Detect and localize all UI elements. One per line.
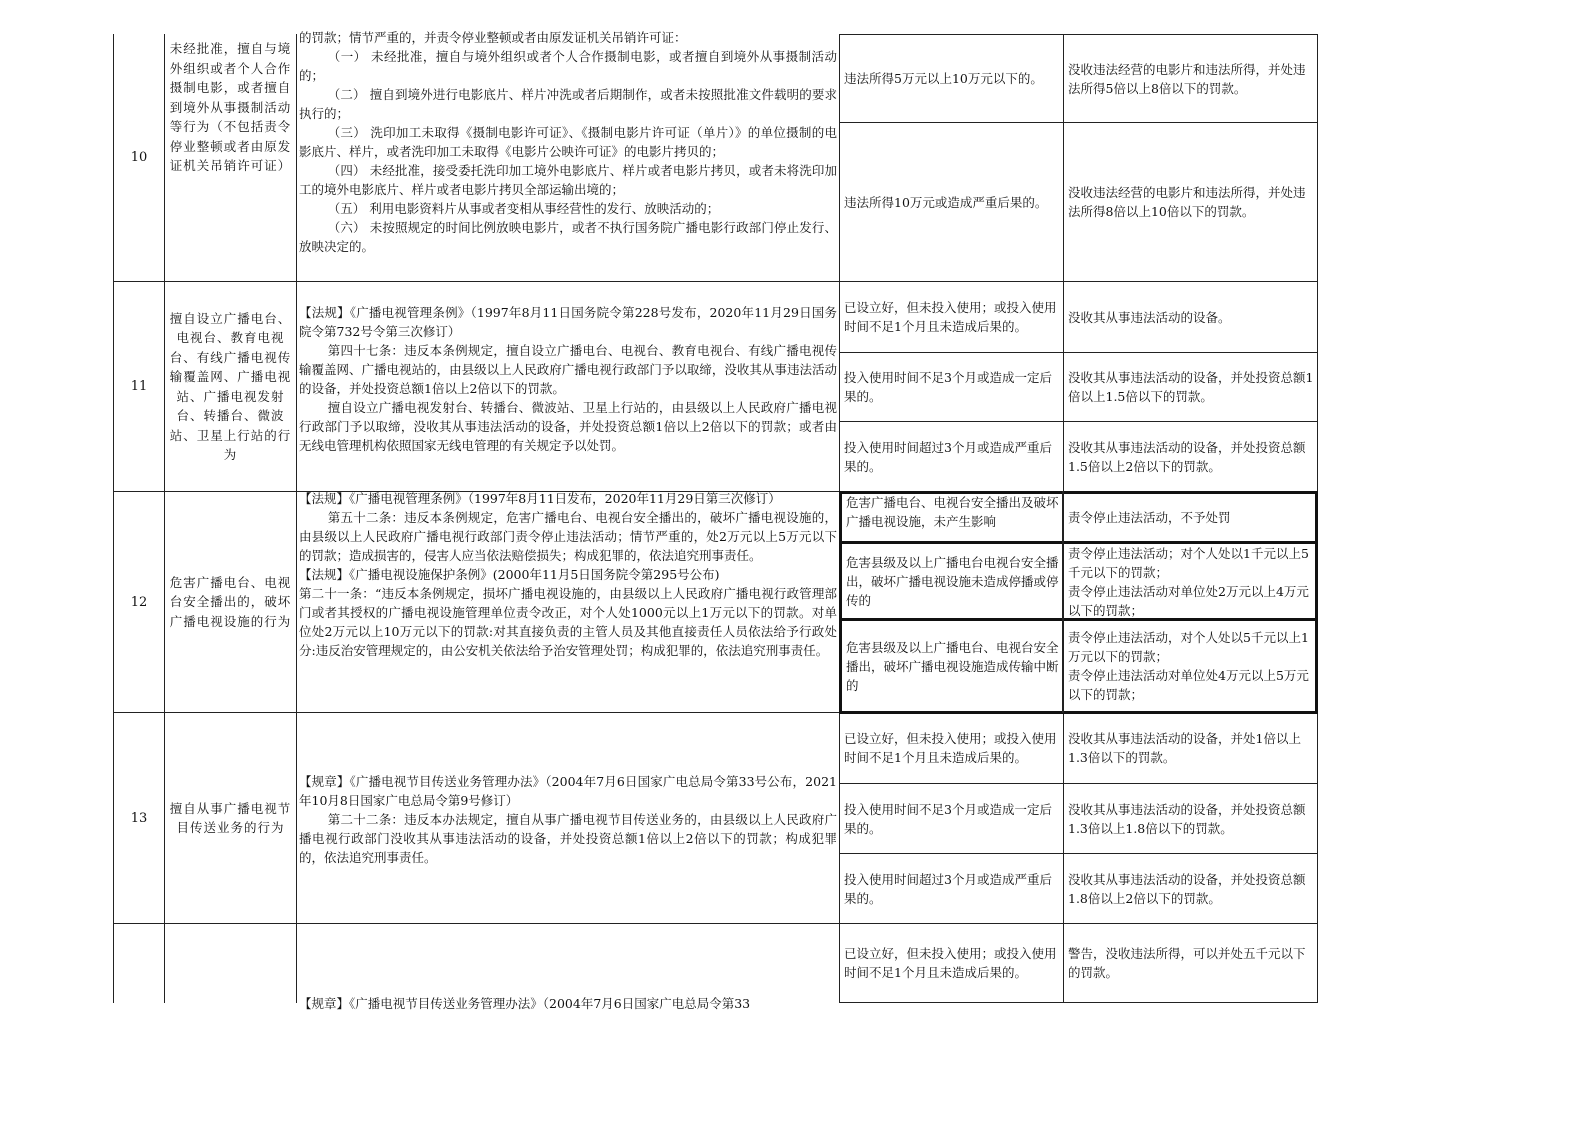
tier-penalty: 没收其从事违法活动的设备。 [1068, 309, 1231, 325]
legal-basis [297, 994, 839, 1011]
legal-basis [297, 772, 839, 923]
basis-paragraph: 【法规】《广播电视管理条例》（1997年8月11日国务院令第228号发布，2020年11月29日国务院令第732号令第三次修订） [299, 305, 837, 339]
violation-name: 危害广播电台、电视台安全播出的，破坏广播电视设施的行为 [169, 574, 292, 629]
tier-condition: 投入使用时间不足3个月或造成一定后果的。 [844, 801, 1052, 836]
legal-basis [297, 28, 839, 281]
tier-penalty [1064, 621, 1315, 711]
basis-paragraph: 第四十七条：违反本条例规定，擅自设立广播电台、电视台、教育电视台、有线广播电视传输覆盖网、广播电视站的，由县级以上人民政府广播电视行政部门予以取缔，没收其从事违法活动的设备，并处投资总额1倍以上2倍以下的罚款。 [299, 343, 837, 396]
tier-condition: 危害广播电台、电视台安全播出及破坏广播电视设施，未产生影响 [846, 495, 1059, 529]
basis-paragraph: （六） 未按照规定的时间比例放映电影片，或者不执行国务院广播电影行政部门停止发行、放映决定的。 [299, 220, 837, 254]
tier-condition: 危害县级及以上广播电台电视台安全播出，破坏广播电视设施未造成停播或停传的 [846, 555, 1059, 608]
basis-paragraph: 【法规】《广播电视设施保护条例》(2000年11月5日国务院令第295号公布) [299, 567, 720, 582]
row-number: 11 [130, 379, 148, 394]
tier-condition: 投入使用时间超过3个月或造成严重后果的。 [844, 439, 1052, 474]
violation-name: 擅自设立广播电台、电视台、教育电视台、有线广播电视传输覆盖网、广播电视站、广播电视发射台、转播台、微波站、卫星上行站的行为 [169, 310, 292, 462]
basis-paragraph: 【规章】《广播电视节目传送业务管理办法》（2004年7月6日国家广电总局令第33号公布，2021年10月8日国家广电总局令第9号修订） [299, 774, 837, 808]
basis-paragraph: （三） 洗印加工未取得《摄制电影许可证》、《摄制电影片许可证（单片）》的单位摄制的电影底片、样片，或者洗印加工未取得《电影片公映许可证》的电影片拷贝的； [299, 125, 837, 159]
row-number: 12 [130, 594, 148, 610]
tier-penalty: 没收违法经营的电影片和违法所得，并处违法所得5倍以上8倍以下的罚款。 [1068, 61, 1306, 96]
basis-paragraph: 【法规】《广播电视管理条例》（1997年8月11日发布，2020年11月29日第三次修订） [299, 491, 781, 506]
basis-paragraph: 擅自设立广播电视发射台、转播台、微波站、卫星上行站的，由县级以上人民政府广播电视行政部门予以取缔，没收其从事违法活动的设备，并处投资总额1倍以上2倍以下的罚款；或者由无线电管理机构依照国家无线电管理的有关规定予以处罚。 [299, 400, 837, 453]
tier-condition: 危害县级及以上广播电台、电视台安全播出，破坏广播电视设施造成传输中断的 [846, 639, 1059, 693]
row-number: 10 [130, 150, 148, 165]
violation-name [165, 924, 296, 1002]
tier-penalty: 没收其从事违法活动的设备，并处投资总额1.8倍以上2倍以下的罚款。 [1068, 871, 1306, 906]
tier-condition: 违法所得5万元以上10万元以下的。 [844, 71, 1043, 86]
basis-paragraph: 的罚款；情节严重的，并责令停业整顿或者由原发证机关吊销许可证： [299, 30, 687, 45]
tier-condition: 已设立好，但未投入使用；或投入使用时间不足1个月且未造成后果的。 [844, 946, 1057, 980]
violation-name: 擅自从事广播电视节目传送业务的行为 [169, 800, 292, 835]
tier-condition: 已设立好，但未投入使用；或投入使用时间不足1个月且未造成后果的。 [844, 300, 1057, 334]
tier-penalty: 没收其从事违法活动的设备，并处1倍以上1.3倍以下的罚款。 [1068, 731, 1301, 765]
tier-penalty: 警告，没收违法所得，可以并处五千元以下的罚款。 [1068, 946, 1306, 980]
basis-paragraph: 第二十二条：违反本办法规定，擅自从事广播电视节目传送业务的，由县级以上人民政府广播电视行政部门没收其从事违法活动的设备，并处投资总额1倍以上2倍以下的罚款；构成犯罪的，依法追究刑事责任。 [299, 812, 837, 865]
grid-line [839, 1002, 1317, 1003]
row-number [114, 924, 164, 1002]
penalty-line: 责令停止违法活动对单位处4万元以上5万元以下的罚款； [1068, 668, 1309, 702]
tier-condition: 投入使用时间不足3个月或造成一定后果的。 [844, 370, 1052, 404]
tier-penalty: 没收其从事违法活动的设备，并处投资总额1.5倍以上2倍以下的罚款。 [1068, 439, 1306, 474]
basis-paragraph: （二） 擅自到境外进行电影底片、样片冲洗或者后期制作，或者未按照批准文件载明的要求执行的； [299, 87, 837, 121]
tier-penalty [1064, 544, 1315, 619]
penalty-line: 责令停止违法活动对单位处2万元以上4万元以下的罚款； [1068, 583, 1309, 618]
row-number: 13 [130, 810, 148, 826]
basis-paragraph: （五） 利用电影资料片从事或者变相从事经营性的发行、放映活动的； [327, 201, 720, 216]
tier-penalty: 责令停止违法活动，不予处罚 [1068, 510, 1231, 525]
basis-paragraph: 第五十二条：违反本条例规定，危害广播电台、电视台安全播出的，破坏广播电视设施的，由县级以上人民政府广播电视行政部门责令停止违法活动；情节严重的，处2万元以上5万元以下的罚款；造成损害的，侵害人应当依法赔偿损失；构成犯罪的，依法追究刑事责任。 [299, 510, 837, 563]
basis-paragraph: 第二十一条：“违反本条例规定，损坏广播电视设施的，由县级以上人民政府广播电视行政管理部门或者其授权的广播电视设施管理单位责令改正，对个人处1000元以上1万元以下的罚款。对单位处2万元以上10万元以下的罚款:对其直接负责的主管人员及其他直接责任人员依法给予行政处分:违反治安管理规定的，由公安机关依法给予治安管理处罚；构成犯罪的，依法追究刑事责任。 [299, 586, 837, 658]
penalty-line: 责令停止违法活动；对个人处以1千元以上5千元以下的罚款； [1068, 545, 1309, 580]
basis-paragraph: 【规章】《广播电视节目传送业务管理办法》（2004年7月6日国家广电总局令第33 [299, 996, 751, 1011]
basis-paragraph: （四） 未经批准，接受委托洗印加工境外电影底片、样片或者电影片拷贝，或者未将洗印加工的境外电影底片、样片或者电影片拷贝全部运输出境的； [299, 163, 837, 197]
tier-penalty: 没收其从事违法活动的设备，并处投资总额1倍以上1.5倍以下的罚款。 [1068, 370, 1314, 404]
basis-paragraph: （一） 未经批准，擅自与境外组织或者个人合作摄制电影，或者擅自到境外从事摄制活动的； [299, 49, 837, 83]
legal-basis [297, 489, 839, 712]
penalty-line: 责令停止违法活动，对个人处以5千元以上1万元以下的罚款； [1068, 630, 1309, 664]
violation-name: 未经批准，擅自与境外组织或者个人合作摄制电影，或者擅自到境外从事摄制活动等行为（不包括责令停业整顿或者由原发证机关吊销许可证） [169, 41, 292, 173]
tier-condition: 投入使用时间超过3个月或造成严重后果的。 [844, 871, 1052, 906]
tier-condition: 违法所得10万元或造成严重后果的。 [844, 194, 1048, 210]
tier-condition: 已设立好，但未投入使用；或投入使用时间不足1个月且未造成后果的。 [844, 731, 1057, 765]
tier-penalty: 没收违法经营的电影片和违法所得，并处违法所得8倍以上10倍以下的罚款。 [1068, 185, 1306, 219]
legal-basis [297, 303, 839, 491]
tier-penalty: 没收其从事违法活动的设备，并处投资总额1.3倍以上1.8倍以下的罚款。 [1068, 801, 1306, 836]
